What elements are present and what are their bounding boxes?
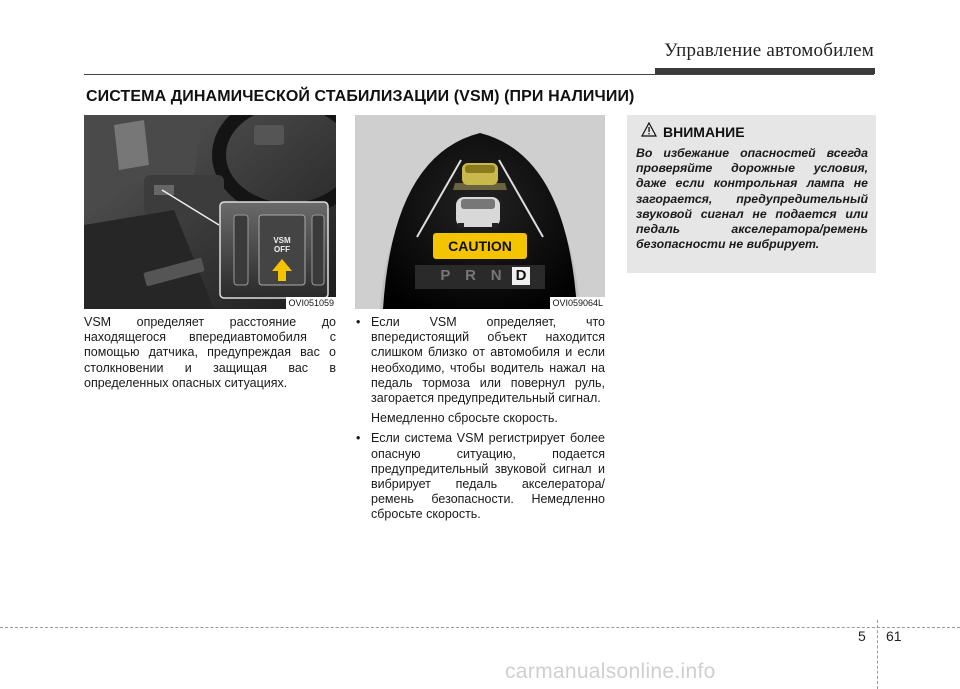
warning-title: ВНИМАНИЕ: [663, 124, 745, 140]
figure1-code: OVI051059: [288, 298, 334, 308]
chapter-header-title: Управление автомобилем: [664, 40, 874, 61]
footer-divider: [877, 620, 878, 689]
gear-n: N: [490, 267, 502, 284]
watermark: carmanualsonline.info: [505, 660, 716, 683]
figure-cluster-display: [355, 115, 605, 309]
page-number: 61: [886, 628, 902, 644]
list-item: • Если VSM определяет, что впередистоящий объект находится слишком близко от автомобиля и если необходимо, чтобы водитель нажал на педаль тормоза или повернул руль, загорается предупредительный сигнал.: [356, 315, 605, 406]
gear-indicator: [433, 267, 509, 285]
figure-dashboard-photo: [84, 115, 336, 309]
vsm-off-button-label: VSM OFF: [273, 236, 291, 254]
chapter-number: 5: [858, 628, 866, 644]
warning-triangle-icon: [641, 122, 657, 142]
header-rule: [84, 74, 874, 75]
gear-d-selected: D: [515, 267, 527, 284]
intro-paragraph: VSM определяет расстояние до находящегося впередиавтомобиля с помощью датчика, предупреждая вас о столкновении и защищая вас в определенных опасных ситуациях.: [84, 315, 336, 390]
bullet-list: [355, 315, 605, 523]
caution-indicator: CAUTION: [448, 238, 512, 254]
footer-rule: [0, 627, 960, 628]
gear-p: P: [440, 267, 451, 284]
list-item: • Если система VSM регистрирует более опасную ситуацию, подается предупредительный звуковой сигнал и вибрирует педаль акселератора/ремень безопасности. Немедленно сбросьте скорость.: [356, 431, 605, 522]
section-title: СИСТЕМА ДИНАМИЧЕСКОЙ СТАБИЛИЗАЦИИ (VSM) (ПРИ НАЛИЧИИ): [86, 88, 635, 105]
bullet-1-note: Немедленно сбросьте скорость.: [371, 411, 558, 426]
warning-box: [627, 115, 876, 273]
bullet-2-text: Если система VSM регистрирует более опасную ситуацию, подается предупредительный звуковой сигнал и вибрирует педаль акселератора/ремень безопасности. Немедленно сбросьте скорость.: [371, 431, 605, 522]
bullet-1-text: Если VSM определяет, что впередистоящий объект находится слишком близко от автомобиля и если необходимо, чтобы водитель нажал на педаль тормоза или повернул руль, загорается предупредительный сигнал.: [371, 315, 605, 406]
warning-text: Во избежание опасностей всегда проверяйте дорожные условия, даже если контрольная лампа не загорается, предупредительный звуковой сигнал не подается или педаль акселератора/ремень безопасности не вибрирует.: [636, 146, 868, 252]
gear-r: R: [465, 267, 476, 284]
figure2-code: OVI059064L: [552, 298, 603, 308]
